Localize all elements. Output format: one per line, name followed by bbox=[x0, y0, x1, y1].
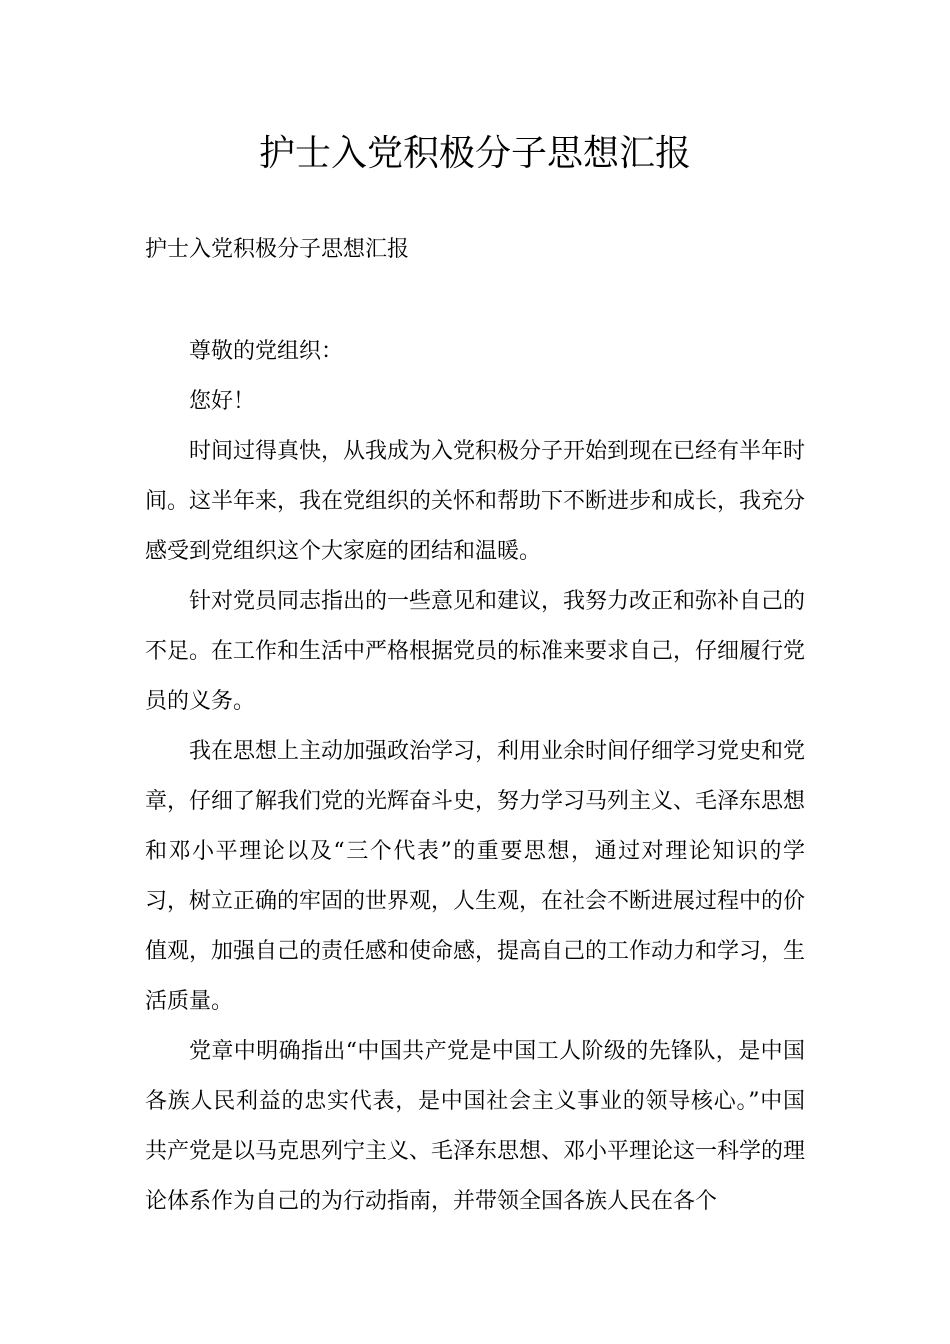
paragraph: 我在思想上主动加强政治学习，利用业余时间仔细学习党史和党章，仔细了解我们党的光辉奋斗史，努力学习马列主义、毛泽东思想和邓小平理论以及“三个代表”的重要思想，通过对理论知识的学习，树立正确的牢固的世界观，人生观，在社会不断进展过程中的价值观，加强自己的责任感和使命感，提高自己的工作动力和学习，生活质量。 bbox=[145, 739, 806, 1014]
document-subtitle: 护士入党积极分子思想汇报 bbox=[145, 237, 410, 262]
paragraph: 时间过得真快，从我成为入党积极分子开始到现在已经有半年时间。这半年来，我在党组织的关怀和帮助下不断进步和成长，我充分感受到党组织这个大家庭的团结和温暖。 bbox=[145, 439, 806, 564]
letter-body bbox=[145, 327, 805, 1227]
paragraph: 党章中明确指出“中国共产党是中国工人阶级的先锋队，是中国各族人民利益的忠实代表，是中国社会主义事业的领导核心。”中国共产党是以马克思列宁主义、毛泽东思想、邓小平理论这一科学的理论体系作为自己的为行动指南，并带领全国各族人民在各个 bbox=[145, 1039, 806, 1214]
paragraph: 针对党员同志指出的一些意见和建议，我努力改正和弥补自己的不足。在工作和生活中严格根据党员的标准来要求自己，仔细履行党员的义务。 bbox=[145, 589, 806, 714]
document-title: 护士入党积极分子思想汇报 bbox=[258, 133, 691, 174]
salutation: 尊敬的党组织： bbox=[189, 339, 344, 364]
greeting: 您好！ bbox=[189, 389, 256, 414]
